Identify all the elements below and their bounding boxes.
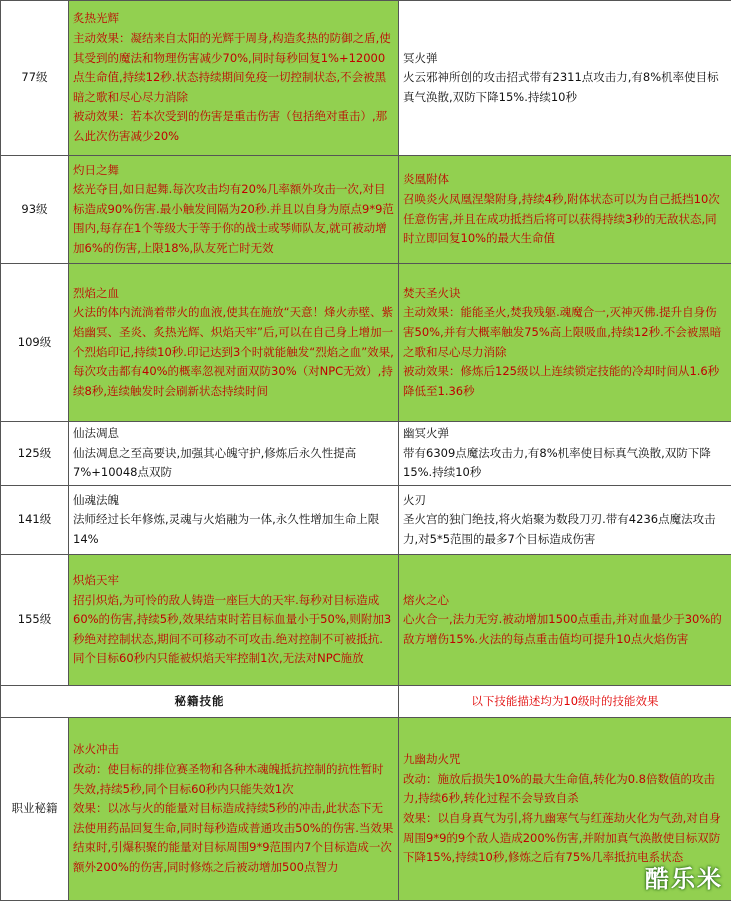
skill-name: 焚天圣火诀 [403,284,727,304]
skill-desc: 圣火宫的独门绝技,将火焰聚为数段刀刃.带有4236点魔法攻击力,对5*5范围的最多7个目标造成伤害 [403,510,727,549]
skill-cell [69,718,399,901]
skill-name: 炽焰天牢 [73,571,394,591]
table-row [1,264,731,422]
section-note: 以下技能描述均为10级时的技能效果 [399,686,731,718]
level-cell: 93级 [1,156,69,264]
skill-desc: 被动效果：若本次受到的伤害是重击伤害（包括绝对重击）,那么此次伤害减少20% [73,107,394,146]
level-cell: 125级 [1,422,69,486]
skill-name: 幽冥火弹 [403,424,727,444]
skill-name: 冰火冲击 [73,740,394,760]
skill-name: 仙法凋息 [73,424,394,444]
skill-cell [69,555,399,686]
skill-desc: 改动：施放后损失10%的最大生命值,转化为0.8倍数值的攻击力,持续6秒,转化过程不会导致自杀 [403,770,727,809]
table-row [1,486,731,555]
skill-cell [69,156,399,264]
table-row [1,422,731,486]
table-row [1,156,731,264]
skill-desc: 招引炽焰,为可怜的敌人铸造一座巨大的天牢.每秒对目标造成60%的伤害,持续5秒,效果结束时若目标血量小于50%,则附加3秒绝对控制状态,期间不可移动不可攻击.绝对控制不可被抵抗.同个目标60秒内只能被炽焰天牢控制1次,无法对NPC施放 [73,591,394,669]
skill-cell [399,1,731,156]
section-header-row [1,686,731,718]
table-row [1,1,731,156]
level-cell: 155级 [1,555,69,686]
skill-desc: 心火合一,法力无穷.被动增加1500点重击,并对血量少于30%的敌方增伤15%.火法的每点重击值均可提升10点火焰伤害 [403,610,727,649]
skill-name: 熔火之心 [403,591,727,611]
skill-desc: 炫光夺目,如日起舞.每次攻击均有20%几率额外攻击一次,对目标造成90%伤害.最小触发间隔为20秒.并且以自身为原点9*9范围内,每存在1个等级大于等于你的战士或琴师队友,就可被动增加6%的伤害,上限18%,队友死亡时无效 [73,180,394,258]
skill-desc: 主动效果：凝结来自太阳的光辉于周身,构造炙热的防御之盾,使其受到的魔法和物理伤害减少70%,同时每秒回复1%+12000点生命值,持续12秒.状态持续期间免疫一切控制状态,不会被黑暗之歌和尽心尽力消除 [73,29,394,107]
skill-desc: 改动：使目标的排位赛圣物和各种木魂魄抵抗控制的抗性暂时失效,持续5秒,同个目标60秒内只能失效1次 [73,760,394,799]
skill-cell [69,1,399,156]
level-cell: 109级 [1,264,69,422]
skill-name: 烈焰之血 [73,284,394,304]
skill-desc: 召唤炎火凤凰涅槃附身,持续4秒,附体状态可以为自己抵挡10次任意伤害,并且在成功抵挡后将可以获得持续3秒的无敌状态,同时立即回复10%的最大生命值 [403,190,727,249]
skill-cell [69,264,399,422]
skill-name: 仙魂法魄 [73,491,394,511]
skill-name: 灼日之舞 [73,161,394,181]
skill-cell [399,422,731,486]
skill-name: 炙热光辉 [73,9,394,29]
table-row [1,555,731,686]
level-cell: 77级 [1,1,69,156]
level-cell: 141级 [1,486,69,555]
skill-name: 炎凰附体 [403,170,727,190]
skill-cell [399,156,731,264]
table-row [1,718,731,901]
skill-desc: 效果：以自身真气为引,将九幽寒气与红莲劫火化为气劲,对自身周围9*9的9个敌人造成200%伤害,并附加真气涣散使目标双防下降15%,持续10秒,修炼之后有75%几率抵抗电系状态 [403,809,727,868]
skill-cell [399,555,731,686]
skill-desc: 火法的体内流淌着带火的血液,使其在施放“天意！烽火赤壁、紫焰幽冥、圣炎、炙热光辉、炽焰天牢”后,可以在自己身上增加一个烈焰印记,持续10秒.印记达到3个时就能触发“烈焰之血”效果,每次攻击都有40%的概率忽视对面双防30%（对NPC无效）,持续8秒,连续触发时会刷新状态持续时间 [73,303,394,401]
level-cell: 职业秘籍 [1,718,69,901]
skill-cell [69,486,399,555]
skill-desc: 主动效果：能能圣火,焚我残躯.魂魔合一,灭神灭佛.提升自身伤害50%,并有大概率触发75%高上限吸血,持续12秒.不会被黑暗之歌和尽心尽力消除 [403,303,727,362]
skill-desc: 带有6309点魔法攻击力,有8%机率使目标真气涣散,双防下降15%.持续10秒 [403,444,727,483]
skill-name: 九幽劫火咒 [403,750,727,770]
skill-cell [399,264,731,422]
skill-desc: 法师经过长年修炼,灵魂与火焰融为一体,永久性增加生命上限14% [73,510,394,549]
watermark-logo: 酷乐米 [645,859,723,894]
section-title: 秘籍技能 [1,686,399,718]
skill-desc: 火云邪神所创的攻击招式带有2311点攻击力,有8%机率使目标真气涣散,双防下降15%.持续10秒 [403,68,727,107]
skill-desc: 仙法凋息之至高要诀,加强其心魄守护,修炼后永久性提高7%+10048点双防 [73,444,394,483]
skill-cell [399,486,731,555]
skill-cell [69,422,399,486]
skill-desc: 效果：以冰与火的能量对目标造成持续5秒的冲击,此状态下无法使用药品回复生命,同时每秒造成普通攻击50%的伤害.当效果结束时,引爆积聚的能量对目标周围9*9范围内7个目标造成一次额外200%的伤害,同时修炼之后被动增加500点智力 [73,799,394,877]
skill-name: 火刃 [403,491,727,511]
skill-name: 冥火弹 [403,49,727,69]
skill-desc: 被动效果：修炼后125级以上连续锁定技能的冷却时间从1.6秒降低至1.36秒 [403,362,727,401]
